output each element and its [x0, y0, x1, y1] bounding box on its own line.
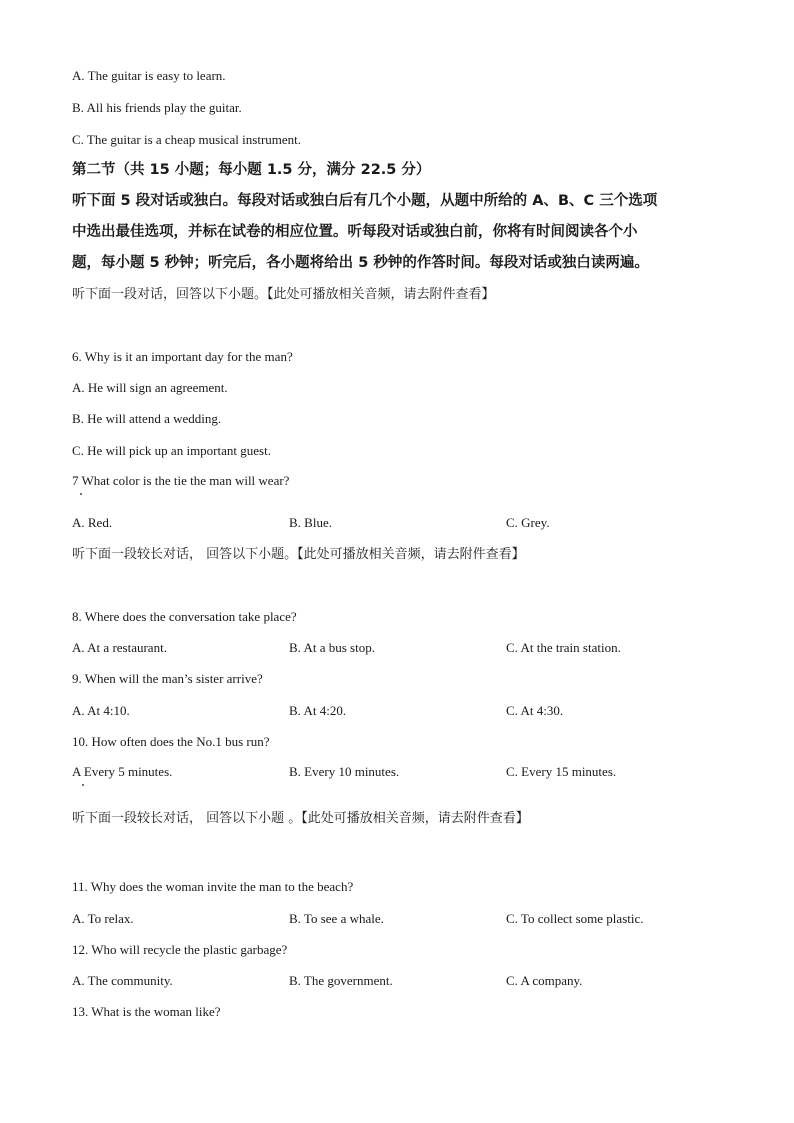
- q12-option-b: B. The government.: [289, 973, 393, 988]
- q5-option-b: B. All his friends play the guitar.: [72, 100, 242, 115]
- q7-option-b: B. Blue.: [289, 515, 332, 530]
- q6-option-c: C. He will pick up an important guest.: [72, 443, 271, 458]
- q9-option-a: A. At 4:10.: [72, 703, 130, 718]
- group-1-intro: 听下面一段对话，回答以下小题。【此处可播放相关音频，请去附件查看】: [72, 287, 495, 302]
- q5-option-a: A. The guitar is easy to learn.: [72, 68, 226, 83]
- q11-option-b: B. To see a whale.: [289, 911, 384, 926]
- q9-option-b: B. At 4:20.: [289, 703, 347, 718]
- q11-option-a: A. To relax.: [72, 911, 134, 926]
- q10-option-a: A Every 5 minutes.: [72, 764, 173, 779]
- q7-stem: 7 What color is the tie the man will wear?: [72, 473, 290, 488]
- q10-option-c: C. Every 15 minutes.: [506, 764, 617, 779]
- q10-stem: 10. How often does the No.1 bus run?: [72, 734, 270, 749]
- q9-stem: 9. When will the man’s sister arrive?: [72, 671, 263, 686]
- q5-option-c: C. The guitar is a cheap musical instrument.: [72, 132, 302, 147]
- q8-option-a: A. At a restaurant.: [72, 640, 167, 655]
- section-instructions-line-1: 听下面 5 段对话或独白。每段对话或独白后有几个小题，从题中所给的 A、B、C 三个选项: [72, 193, 658, 209]
- section-instructions-line-3: 题，每小题 5 秒钟；听完后，各小题将给出 5 秒钟的作答时间。每段对话或独白读两遍。: [72, 255, 649, 271]
- q6-option-a: A. He will sign an agreement.: [72, 380, 228, 395]
- q6-option-b: B. He will attend a wedding.: [72, 411, 222, 426]
- group-3-intro: 听下面一段较长对话， 回答以下小题 。【此处可播放相关音频，请去附件查看】: [72, 811, 529, 826]
- stray-dot: [82, 784, 84, 786]
- q13-stem: 13. What is the woman like?: [72, 1004, 221, 1019]
- stray-dot: [80, 493, 82, 495]
- q9-option-c: C. At 4:30.: [506, 703, 564, 718]
- q12-option-c: C. A company.: [506, 973, 583, 988]
- q8-option-c: C. At the train station.: [506, 640, 621, 655]
- section-title: 第二节（共 15 小题；每小题 1.5 分，满分 22.5 分）: [72, 162, 431, 178]
- section-instructions-line-2: 中选出最佳选项，并标在试卷的相应位置。听每段对话或独白前，你将有时间阅读各个小: [72, 224, 638, 240]
- q7-option-a: A. Red.: [72, 515, 113, 530]
- q6-stem: 6. Why is it an important day for the man?: [72, 349, 293, 364]
- q10-option-b: B. Every 10 minutes.: [289, 764, 400, 779]
- q8-stem: 8. Where does the conversation take place?: [72, 609, 297, 624]
- q12-option-a: A. The community.: [72, 973, 173, 988]
- q12-stem: 12. Who will recycle the plastic garbage?: [72, 942, 288, 957]
- q11-stem: 11. Why does the woman invite the man to the beach?: [72, 879, 354, 894]
- q11-option-c: C. To collect some plastic.: [506, 911, 644, 926]
- q8-option-b: B. At a bus stop.: [289, 640, 375, 655]
- group-2-intro: 听下面一段较长对话， 回答以下小题。【此处可播放相关音频，请去附件查看】: [72, 547, 525, 562]
- q7-option-c: C. Grey.: [506, 515, 550, 530]
